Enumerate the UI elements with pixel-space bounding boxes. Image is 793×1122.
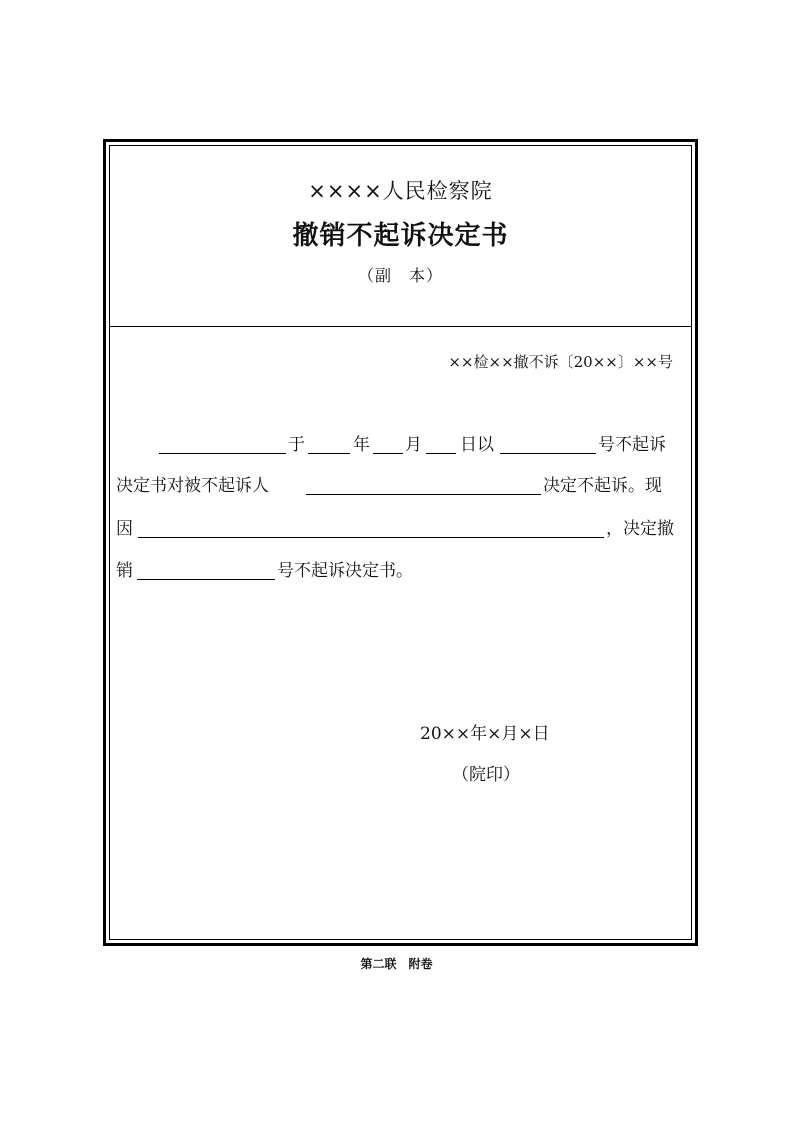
procuratorate-name: ××××人民检察院	[308, 179, 493, 203]
document-inner-frame	[109, 145, 692, 940]
blank-year[interactable]	[308, 453, 350, 454]
header-divider	[110, 326, 691, 327]
court-seal-label: （院印）	[452, 765, 520, 785]
line3-end: ，决定撤	[606, 519, 674, 539]
blank-revoked-number[interactable]	[137, 579, 275, 580]
word-yu: 于	[288, 435, 305, 455]
issue-date: 20××年×月×日	[420, 724, 550, 744]
line2-start: 决定书对被不起诉人	[116, 476, 269, 496]
blank-decision-authority[interactable]	[159, 453, 286, 454]
blank-day[interactable]	[426, 453, 456, 454]
word-riyi: 日以	[460, 435, 494, 455]
word-hao-buqisu: 号不起诉	[598, 435, 666, 455]
document-title: 撤销不起诉决定书	[292, 221, 509, 251]
blank-decision-number[interactable]	[500, 453, 596, 454]
blank-defendant-name[interactable]	[306, 494, 541, 495]
line3-start: 因	[116, 519, 133, 539]
blank-reason[interactable]	[138, 537, 604, 538]
copy-designation-footer: 第二联 附卷	[360, 957, 433, 971]
copy-label: （副 本）	[357, 266, 443, 285]
line4-start: 销	[116, 561, 133, 581]
line2-end: 决定不起诉。现	[543, 476, 662, 496]
word-nian: 年	[353, 435, 370, 455]
blank-month[interactable]	[373, 453, 403, 454]
line4-end: 号不起诉决定书。	[277, 561, 413, 581]
document-number: ××检××撤不诉〔20××〕××号	[448, 353, 673, 371]
document-frame	[103, 139, 698, 946]
word-yue: 月	[405, 435, 422, 455]
